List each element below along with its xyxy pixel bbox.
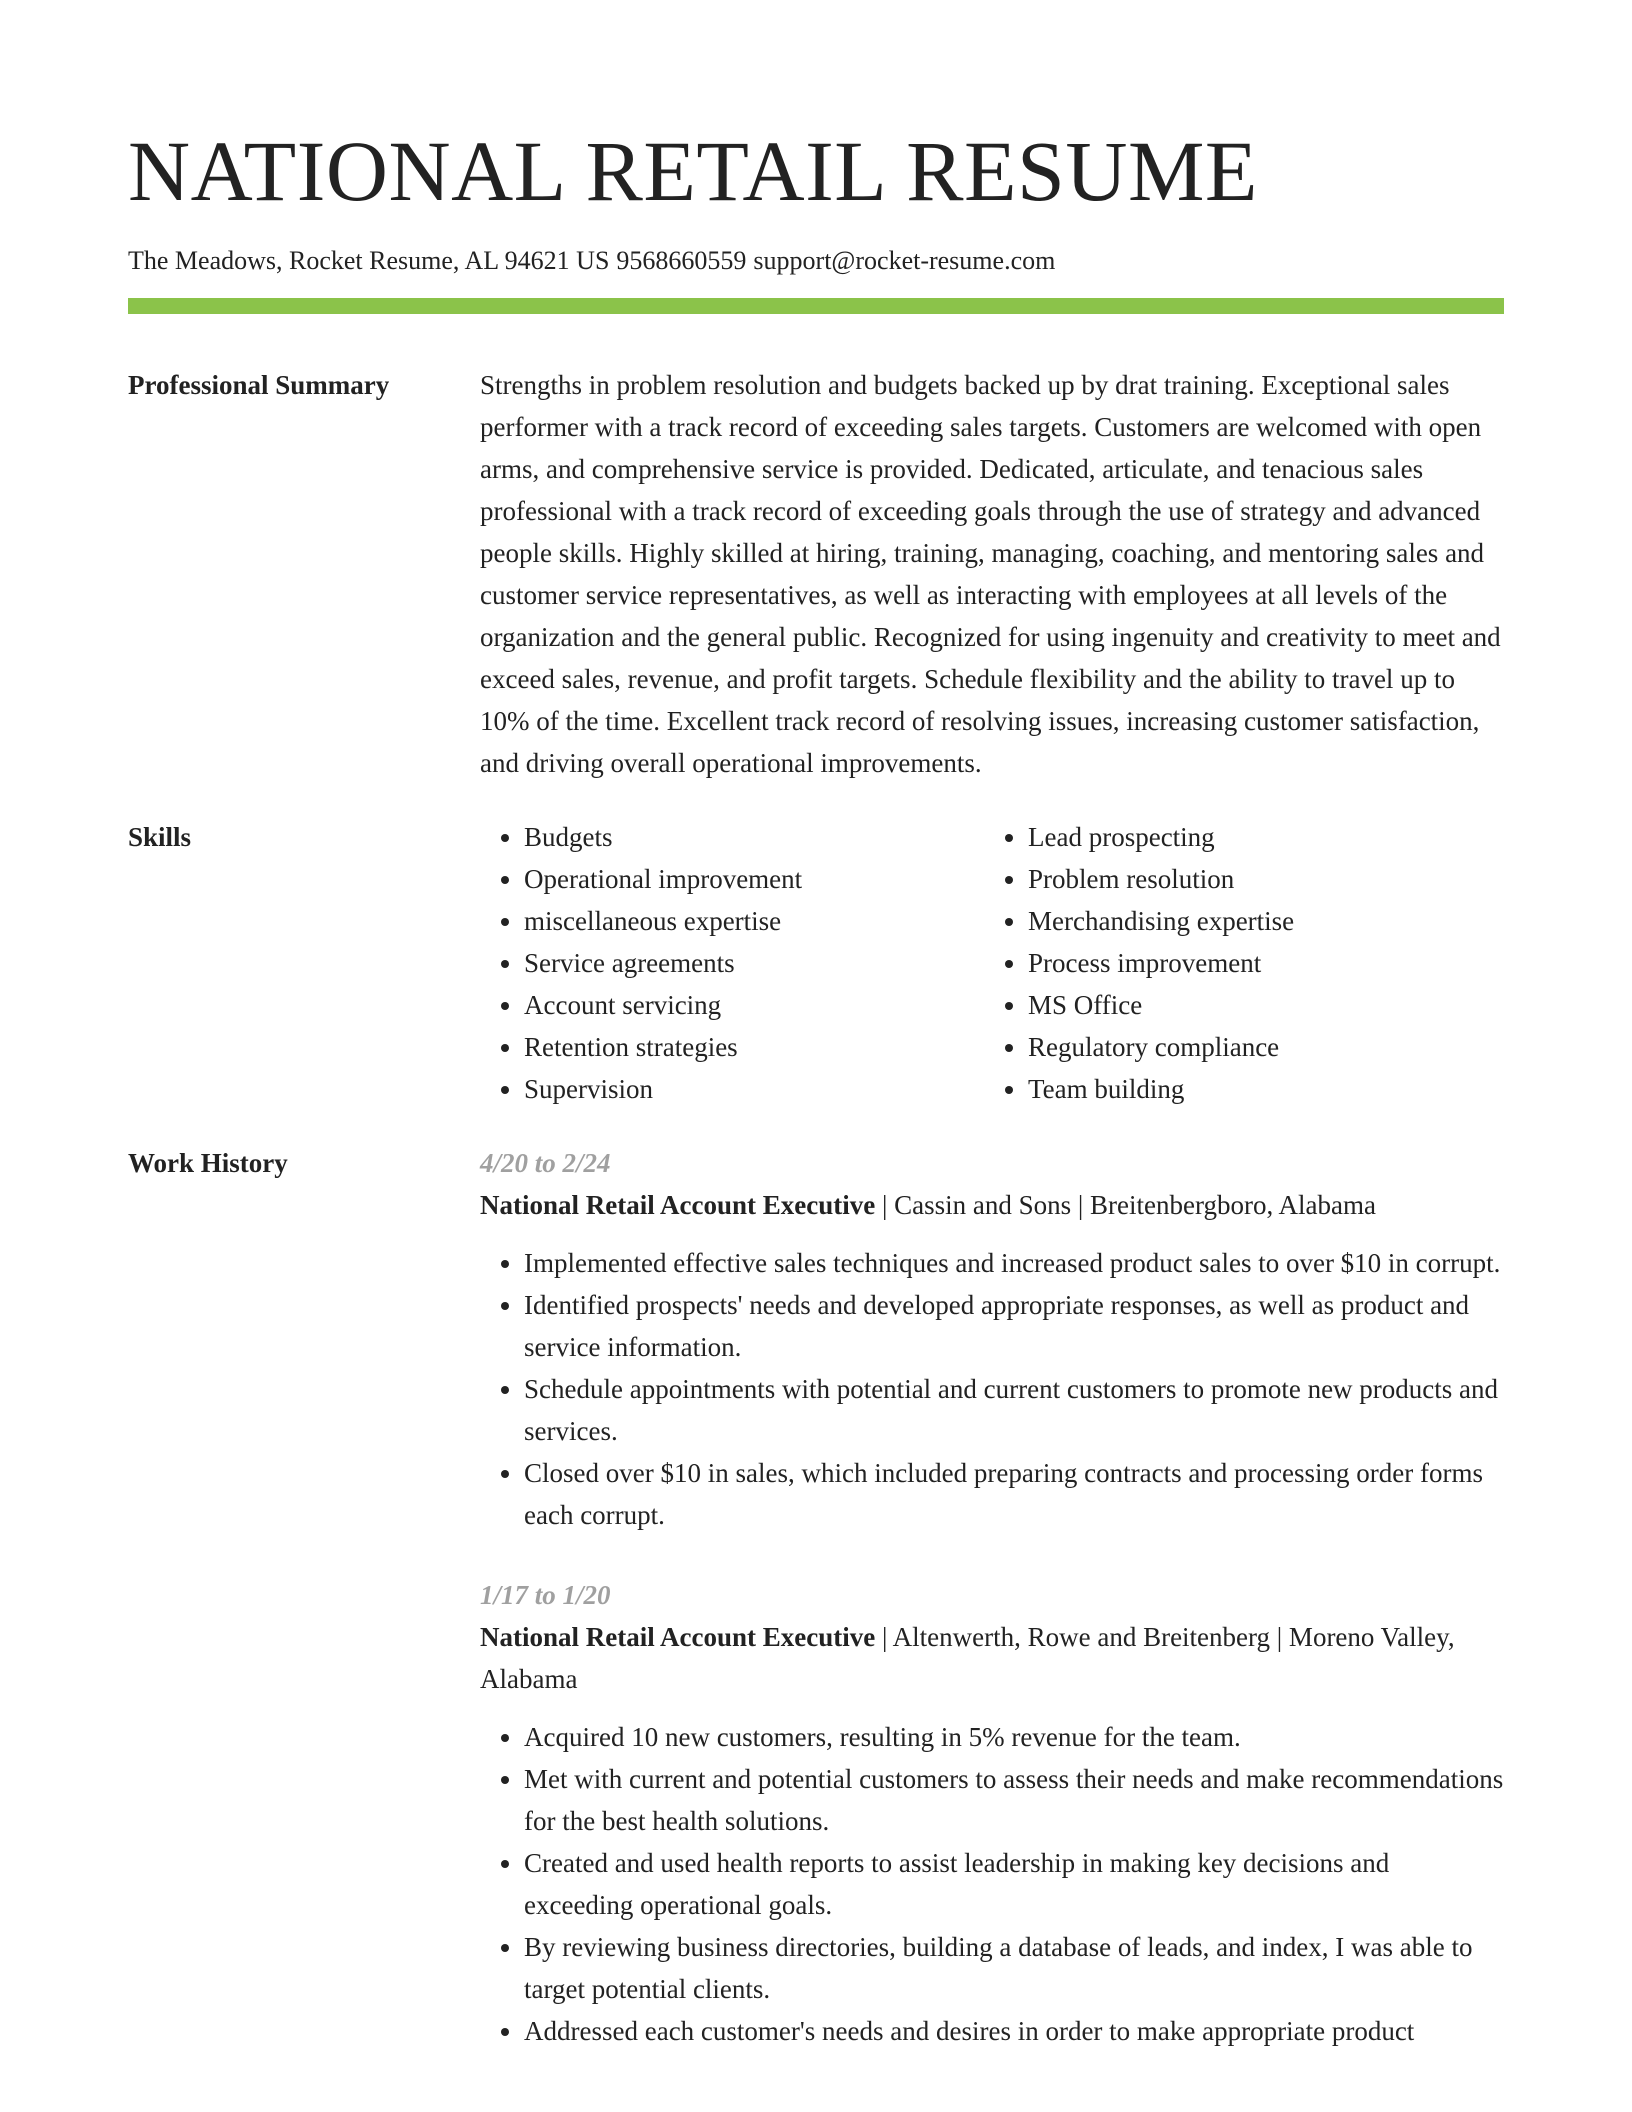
skill-item: • Lead prospecting [1028,816,1488,858]
header-divider [128,298,1504,314]
job-bullet: • Schedule appointments with potential and current customers to promote new products and services. [524,1368,1504,1452]
job-dates: 4/20 to 2/24 [480,1148,611,1178]
job-bullets [480,1242,1504,1536]
skill-item: • Account servicing [524,984,984,1026]
job-bullet: • Identified prospects' needs and developed appropriate responses, as well as product and service information. [524,1284,1504,1368]
skill-item: • Supervision [524,1068,984,1110]
skill-item: • Team building [1028,1068,1488,1110]
job-bullet: • Met with current and potential customers to assess their needs and make recommendations for the best health solutions. [524,1758,1504,1842]
job-bullet: • Addressed each customer's needs and desires in order to make appropriate product [524,2010,1504,2052]
job-heading [480,1616,1504,1700]
summary-heading: Professional Summary [128,370,390,400]
skills-section [128,816,1504,1110]
contact-phone: 9568660559 [616,246,747,275]
skill-item: • Process improvement [1028,942,1488,984]
job-bullets [480,1716,1504,2052]
job-dates: 1/17 to 1/20 [480,1580,611,1610]
skills-list-left [480,816,984,1110]
summary-text: Strengths in problem resolution and budgets backed up by drat training. Exceptional sales performer with a track record of exceeding sales targets. Customers are welcomed with open arms, and comprehensive service is provided. Dedicated, articulate, and tenacious sales professional with a track record of exceeding goals through the use of strategy and advanced people skills. Highly skilled at hiring, training, managing, coaching, and mentoring sales and customer service representatives, as well as interacting with employees at all levels of the organization and the general public. Recognized for using ingenuity and creativity to meet and exceed sales, revenue, and profit targets. Schedule flexibility and the ability to travel up to 10% of the time. Excellent track record of resolving issues, increasing customer satisfaction, and driving overall operational improvements. [480,370,1501,778]
summary-section [128,364,1504,784]
job-entry [480,1574,1504,2052]
job-bullet: • Implemented effective sales techniques and increased product sales to over $10 in corrupt. [524,1242,1504,1284]
skill-item: • Operational improvement [524,858,984,900]
job-title: National Retail Account Executive [480,1190,876,1220]
skill-item: • MS Office [1028,984,1488,1026]
skill-item: • Problem resolution [1028,858,1488,900]
resume-page [128,0,1504,2052]
contact-line [128,244,1504,278]
job-employer-location: | Cassin and Sons | Breitenbergboro, Alabama [875,1190,1376,1220]
skill-item: • Retention strategies [524,1026,984,1068]
skill-item: • Budgets [524,816,984,858]
skill-item: • miscellaneous expertise [524,900,984,942]
work-history-heading: Work History [128,1148,288,1178]
skill-item: • Service agreements [524,942,984,984]
job-entry [480,1142,1504,1536]
job-employer-location: | Altenwerth, Rowe and Breitenberg | Moreno Valley, Alabama [480,1622,1455,1694]
contact-email[interactable]: support@rocket-resume.com [753,246,1056,275]
job-bullet: • Acquired 10 new customers, resulting in 5% revenue for the team. [524,1716,1504,1758]
job-heading [480,1184,1504,1226]
job-title: National Retail Account Executive [480,1622,876,1652]
skills-list-right [984,816,1488,1110]
job-bullet: • Closed over $10 in sales, which included preparing contracts and processing order forms each corrupt. [524,1452,1504,1536]
skills-columns [480,816,1504,1110]
job-bullet: • By reviewing business directories, building a database of leads, and index, I was able to target potential clients. [524,1926,1504,2010]
work-history-section [128,1142,1504,2052]
skill-item: • Merchandising expertise [1028,900,1488,942]
job-bullet: • Created and used health reports to assist leadership in making key decisions and exceeding operational goals. [524,1842,1504,1926]
skill-item: • Regulatory compliance [1028,1026,1488,1068]
contact-address: The Meadows, Rocket Resume, AL 94621 US [128,246,610,275]
skills-heading: Skills [128,822,192,852]
resume-title: NATIONAL RETAIL RESUME [128,123,1258,219]
